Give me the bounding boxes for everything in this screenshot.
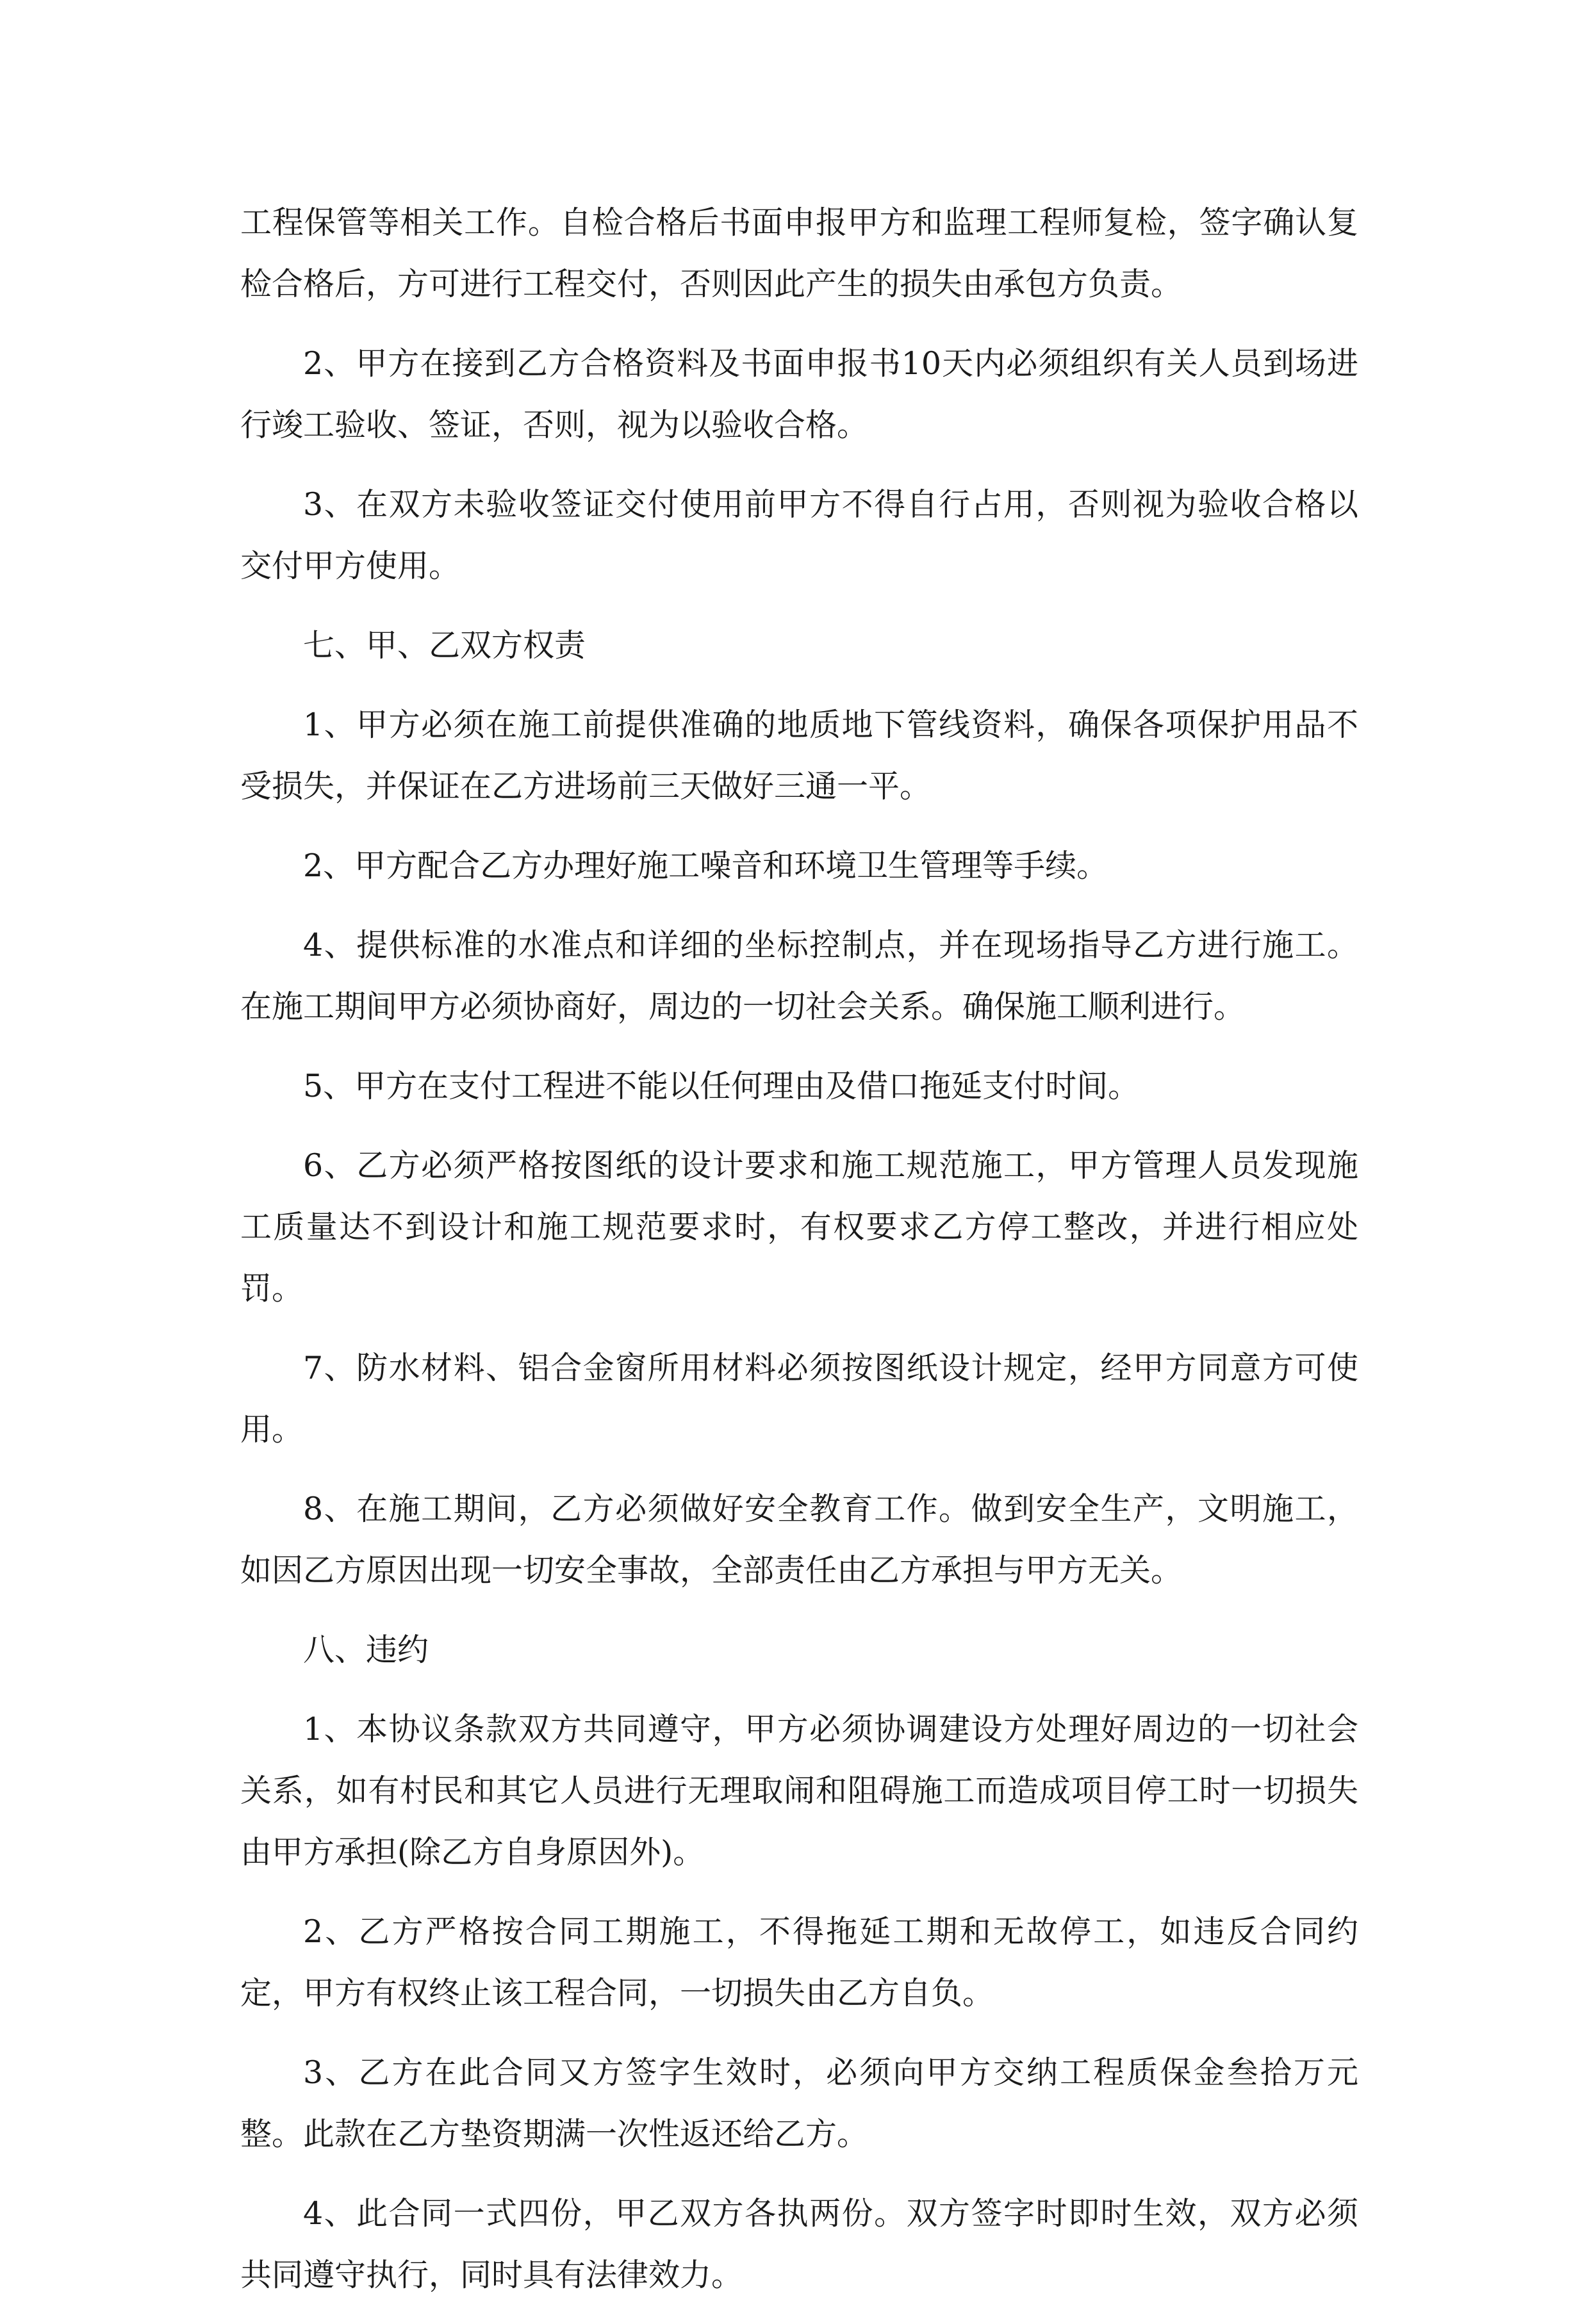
clause-8-1: 1、本协议条款双方共同遵守，甲方必须协调建设方处理好周边的一切社会关系，如有村民和其它人员进行无理取闹和阻碍施工而造成项目停工时一切损失由甲方承担(除乙方自身原因外)。 (240, 1711, 1358, 1870)
clause-6-2: 2、甲方在接到乙方合格资料及书面申报书10天内必须组织有关人员到场进行竣工验收、签证，否则，视为以验收合格。 (240, 345, 1358, 443)
clause-8-3: 3、乙方在此合同又方签字生效时，必须向甲方交纳工程质保金叁拾万元整。此款在乙方垫资期满一次性返还给乙方。 (240, 2054, 1358, 2152)
section-heading-7: 七、甲、乙双方权责 (303, 627, 586, 664)
clause-7-5: 5、甲方在支付工程进不能以任何理由及借口拖延支付时间。 (303, 1068, 1140, 1104)
document-page (240, 192, 1358, 2324)
clause-8-4: 4、此合同一式四份，甲乙双方各执两份。双方签字时即时生效，双方必须共同遵守执行，同时具有法律效力。 (240, 2195, 1358, 2293)
paragraph-continuation: 工程保管等相关工作。自检合格后书面申报甲方和监理工程师复检，签字确认复检合格后，方可进行工程交付，否则因此产生的损失由承包方负责。 (240, 204, 1358, 302)
clause-7-8: 8、在施工期间，乙方必须做好安全教育工作。做到安全生产，文明施工，如因乙方原因出现一切安全事故，全部责任由乙方承担与甲方无关。 (240, 1491, 1358, 1589)
clause-7-2: 2、甲方配合乙方办理好施工噪音和环境卫生管理等手续。 (303, 847, 1108, 884)
section-heading-8: 八、违约 (303, 1632, 429, 1668)
clause-8-2: 2、乙方严格按合同工期施工，不得拖延工期和无故停工，如违反合同约定，甲方有权终止该工程合同，一切损失由乙方自负。 (240, 1913, 1358, 2011)
clause-7-6: 6、乙方必须严格按图纸的设计要求和施工规范施工，甲方管理人员发现施工质量达不到设计和施工规范要求时，有权要求乙方停工整改，并进行相应处罚。 (240, 1147, 1358, 1307)
clause-7-1: 1、甲方必须在施工前提供准确的地质地下管线资料，确保各项保护用品不受损失，并保证在乙方进场前三天做好三通一平。 (240, 707, 1358, 805)
clause-7-7: 7、防水材料、铝合金窗所用材料必须按图纸设计规定，经甲方同意方可使用。 (240, 1350, 1358, 1448)
clause-7-4: 4、提供标准的水准点和详细的坐标控制点，并在现场指导乙方进行施工。在施工期间甲方必须协商好，周边的一切社会关系。确保施工顺利进行。 (240, 927, 1358, 1025)
clause-6-3: 3、在双方未验收签证交付使用前甲方不得自行占用，否则视为验收合格以交付甲方使用。 (240, 486, 1358, 584)
